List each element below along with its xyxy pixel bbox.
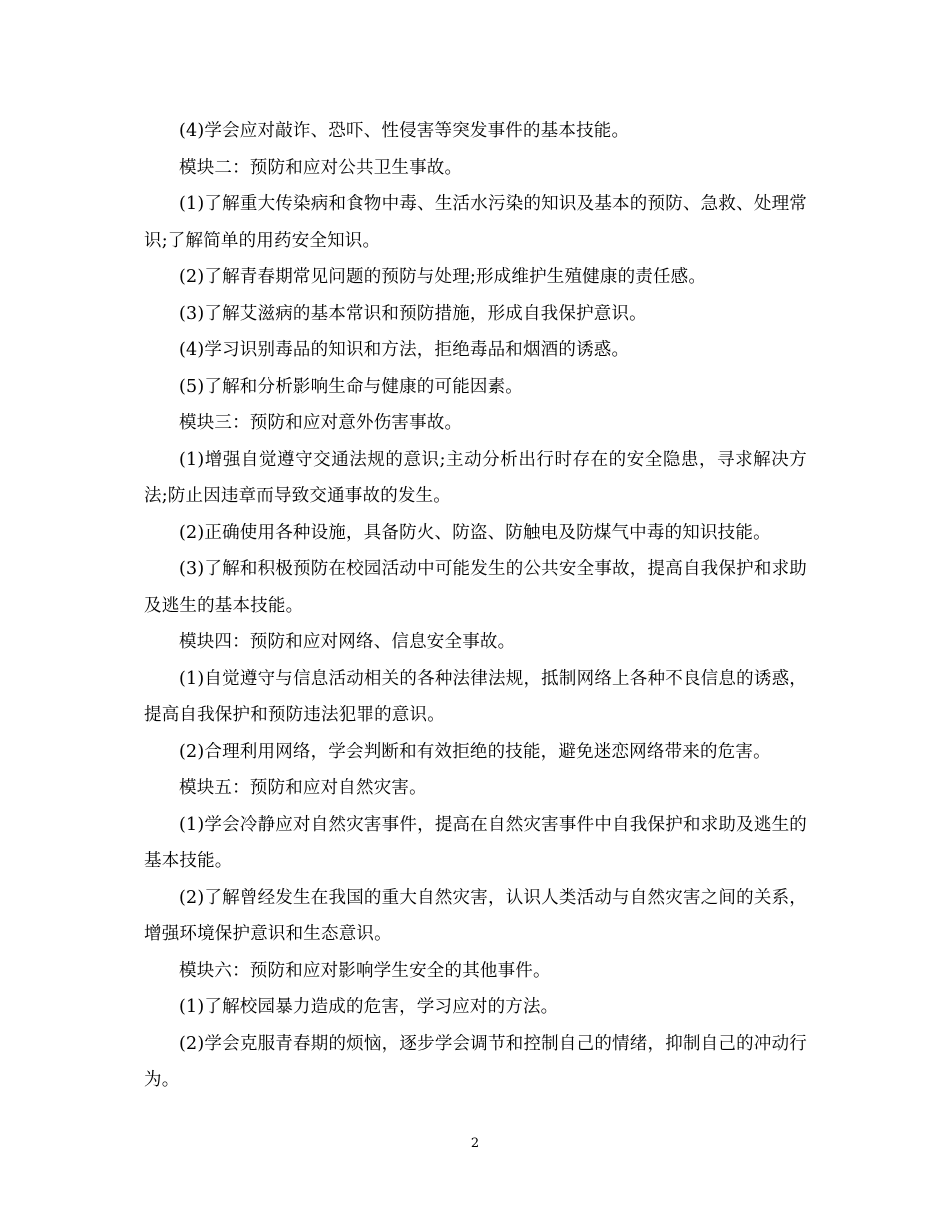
module-heading: 模块三：预防和应对意外伤害事故。 bbox=[179, 413, 463, 433]
paragraph: (3)了解和积极预防在校园活动中可能发生的公共安全事故，提高自我保护和求助及逃生的基本技能。 bbox=[144, 559, 807, 616]
module-heading: 模块五：预防和应对自然灾害。 bbox=[179, 778, 427, 798]
document-body bbox=[144, 113, 807, 1099]
module-heading: 模块二：预防和应对公共卫生事故。 bbox=[179, 157, 463, 178]
paragraph: (2)学会克服青春期的烦恼，逐步学会调节和控制自己的情绪，抑制自己的冲动行为。 bbox=[144, 1033, 807, 1090]
paragraph: (4)学会应对敲诈、恐吓、性侵害等突发事件的基本技能。 bbox=[179, 121, 630, 141]
paragraph: (2)了解曾经发生在我国的重大自然灾害，认识人类活动与自然灾害之间的关系，增强环境保护意识和生态意识。 bbox=[144, 887, 807, 944]
module-heading: 模块四：预防和应对网络、信息安全事故。 bbox=[179, 632, 516, 652]
paragraph: (5)了解和分析影响生命与健康的可能因素。 bbox=[179, 376, 523, 397]
paragraph: (4)学习识别毒品的知识和方法，拒绝毒品和烟酒的诱惑。 bbox=[179, 340, 630, 360]
paragraph: (2)合理利用网络，学会判断和有效拒绝的技能，避免迷恋网络带来的危害。 bbox=[179, 741, 771, 762]
paragraph: (1)自觉遵守与信息活动相关的各种法律法规，抵制网络上各种不良信息的诱惑，提高自我保护和预防违法犯罪的意识。 bbox=[144, 668, 807, 725]
paragraph: (1)了解重大传染病和食物中毒、生活水污染的知识及基本的预防、急救、处理常识;了解简单的用药安全知识。 bbox=[144, 194, 807, 251]
paragraph: (2)了解青春期常见问题的预防与处理;形成维护生殖健康的责任感。 bbox=[179, 267, 707, 287]
paragraph: (1)增强自觉遵守交通法规的意识;主动分析出行时存在的安全隐患，寻求解决方法;防止因违章而导致交通事故的发生。 bbox=[144, 449, 807, 506]
paragraph: (3)了解艾滋病的基本常识和预防措施，形成自我保护意识。 bbox=[179, 303, 647, 324]
paragraph: (1)学会冷静应对自然灾害事件，提高在自然灾害事件中自我保护和求助及逃生的基本技能。 bbox=[144, 814, 807, 871]
paragraph: (1)了解校园暴力造成的危害，学习应对的方法。 bbox=[179, 997, 559, 1017]
paragraph: (2)正确使用各种设施，具备防火、防盗、防触电及防煤气中毒的知识技能。 bbox=[179, 522, 771, 543]
page-number: 2 bbox=[470, 1136, 480, 1151]
module-heading: 模块六：预防和应对影响学生安全的其他事件。 bbox=[179, 960, 551, 981]
